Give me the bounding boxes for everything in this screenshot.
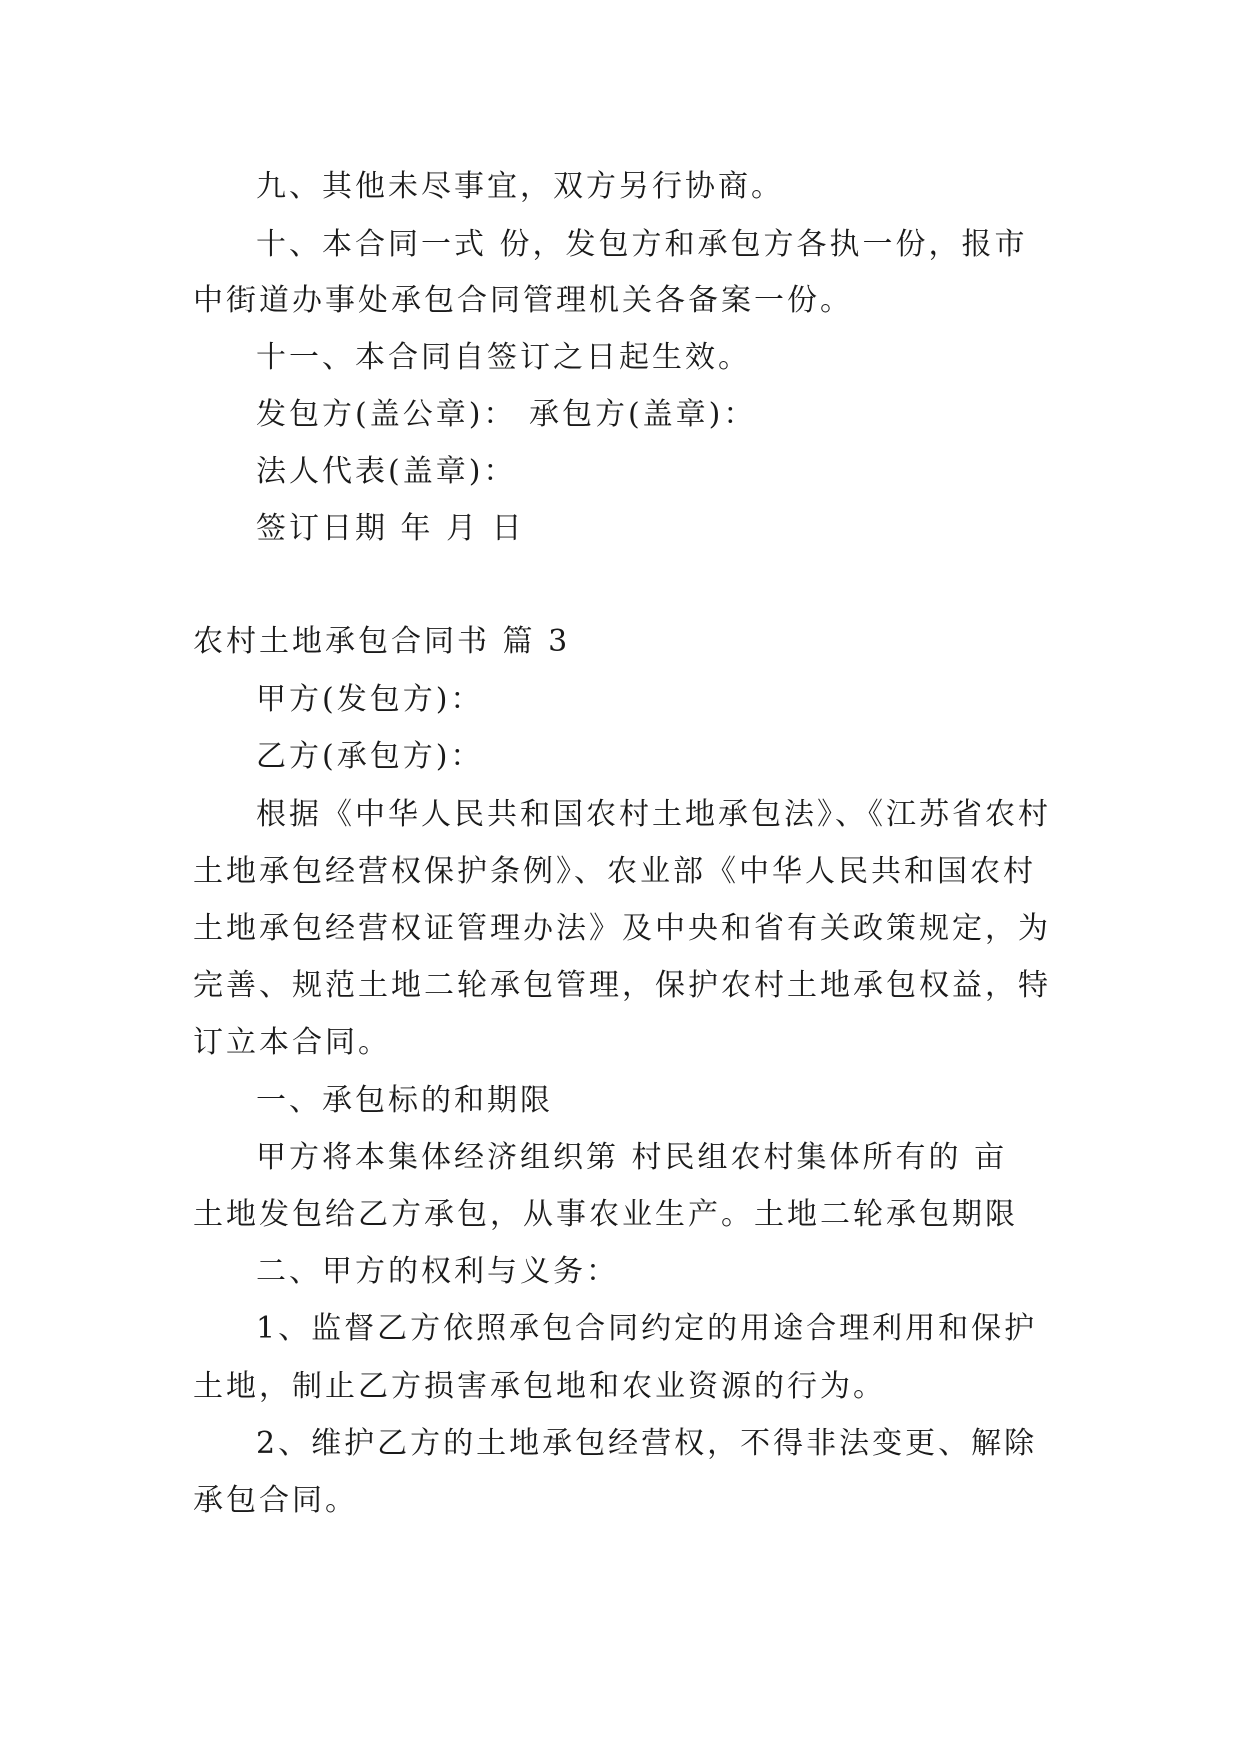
- right-1-line-2: 土地，制止乙方损害承包地和农业资源的行为。: [193, 1369, 886, 1404]
- right-2-line-2: 承包合同。: [193, 1483, 358, 1518]
- signature-parties: 发包方(盖公章)： 承包方(盖章)：: [256, 397, 757, 432]
- preamble-line-3: 土地承包经营权证管理办法》及中央和省有关政策规定，为: [193, 911, 1051, 946]
- clause-10-line-2: 中街道办事处承包合同管理机关各备案一份。: [193, 283, 853, 318]
- clause-9: 九、其他未尽事宜，双方另行协商。: [256, 169, 784, 204]
- party-a: 甲方(发包方)：: [256, 682, 484, 717]
- party-b: 乙方(承包方)：: [256, 739, 484, 774]
- legal-representative: 法人代表(盖章)：: [256, 454, 517, 489]
- clause-10-line-1: 十、本合同一式 份，发包方和承包方各执一份，报市: [256, 227, 1028, 262]
- rights-heading: 二、甲方的权利与义务：: [256, 1254, 619, 1289]
- section-heading: 农村土地承包合同书 篇 3: [193, 624, 571, 659]
- preamble-line-4: 完善、规范土地二轮承包管理，保护农村土地承包权益，特: [193, 968, 1051, 1003]
- preamble-line-5: 订立本合同。: [193, 1025, 391, 1060]
- subject-line-2: 土地发包给乙方承包，从事农业生产。土地二轮承包期限: [193, 1197, 1018, 1232]
- subject-line-1: 甲方将本集体经济组织第 村民组农村集体所有的 亩: [256, 1140, 1008, 1175]
- right-2-line-1: 2、维护乙方的土地承包经营权，不得非法变更、解除: [256, 1426, 1038, 1461]
- subject-heading: 一、承包标的和期限: [256, 1083, 553, 1118]
- signing-date: 签订日期 年 月 日: [256, 511, 525, 546]
- preamble-line-2: 土地承包经营权保护条例》、农业部《中华人民共和国农村: [193, 854, 1036, 889]
- right-1-line-1: 1、监督乙方依照承包合同约定的用途合理利用和保护: [256, 1311, 1038, 1346]
- clause-11: 十一、本合同自签订之日起生效。: [256, 340, 751, 375]
- preamble-line-1: 根据《中华人民共和国农村土地承包法》、《江苏省农村: [256, 797, 1051, 832]
